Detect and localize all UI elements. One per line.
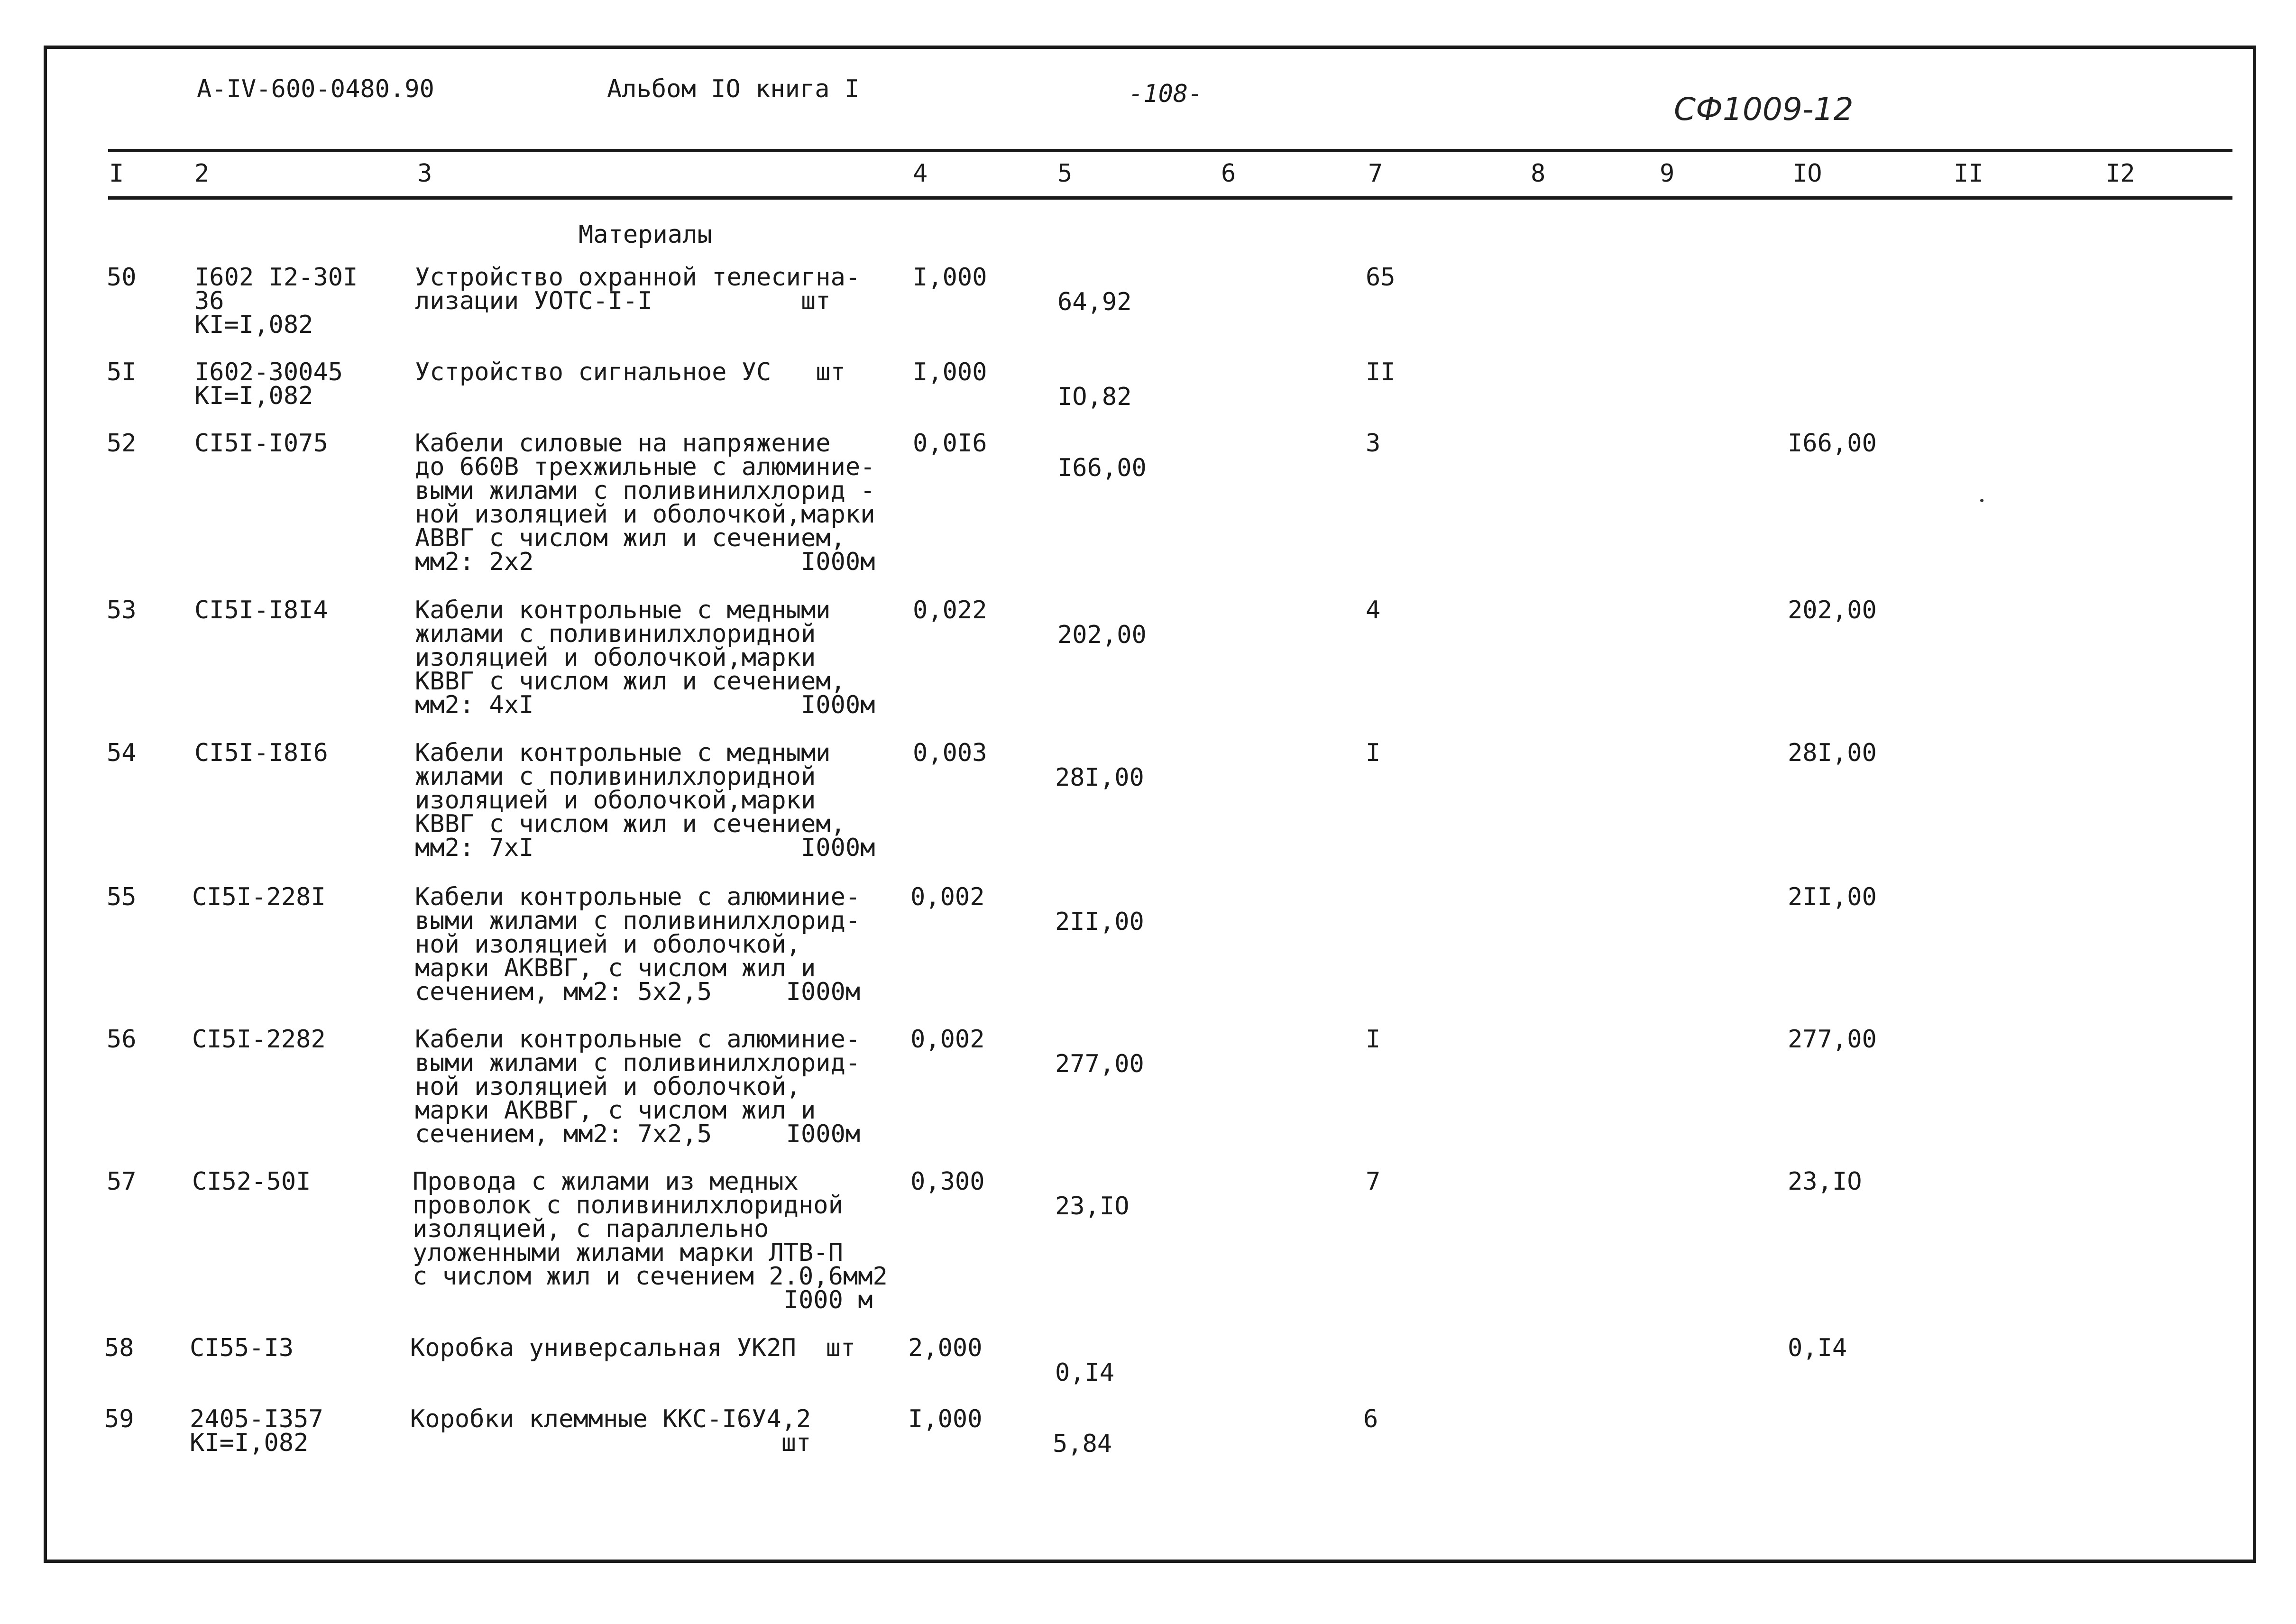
row-code: CI55-I3 xyxy=(190,1334,294,1362)
row-number: 56 xyxy=(107,1025,137,1054)
row-quantity: 0,002 xyxy=(910,883,985,911)
row-col7: 6 xyxy=(1363,1405,1378,1433)
row-quantity: I,000 xyxy=(908,1405,983,1433)
row-code: CI5I-I075 xyxy=(194,429,328,458)
row-code: CI5I-I8I4 xyxy=(194,596,328,624)
row-description: Кабели контрольные с медными жилами с поливинилхлоридной изоляцией и оболочкой,марки КВВГ с числом жил и сечением, мм2: 4xI I000м xyxy=(415,596,875,719)
row-col10: 0,I4 xyxy=(1788,1334,1847,1362)
row-price: 23,IO xyxy=(1055,1192,1130,1220)
row-code: CI5I-228I xyxy=(192,883,326,911)
row-col10: 277,00 xyxy=(1788,1025,1877,1054)
row-number: 55 xyxy=(107,883,137,911)
row-description: Кабели контрольные с медными жилами с поливинилхлоридной изоляцией и оболочкой,марки КВВГ с числом жил и сечением, мм2: 7xI I000м xyxy=(415,739,875,862)
row-quantity: 0,022 xyxy=(913,596,987,624)
col-header-6: 6 xyxy=(1221,159,1236,188)
row-number: 5I xyxy=(107,358,137,386)
col-header-12: I2 xyxy=(2105,159,2135,188)
row-col7: 65 xyxy=(1366,263,1396,292)
col-header-2: 2 xyxy=(194,159,210,188)
row-col10: I66,00 xyxy=(1788,429,1877,458)
row-quantity: I,000 xyxy=(913,263,987,292)
row-col10: 23,IO xyxy=(1788,1167,1862,1196)
row-description: Кабели контрольные с алюминие- выми жилами с поливинилхлорид- ной изоляцией и оболочкой, марки АКВВГ, с числом жил и сечением, мм2: 5x2,5 I000м xyxy=(415,883,861,1006)
row-description: Устройство сигнальное УС шт xyxy=(415,358,845,386)
row-quantity: I,000 xyxy=(913,358,987,386)
row-code: CI52-50I xyxy=(192,1167,311,1196)
row-col7: II xyxy=(1366,358,1396,386)
header-rule-bottom xyxy=(108,196,2232,200)
row-price: 64,92 xyxy=(1057,288,1132,316)
row-quantity: 0,300 xyxy=(910,1167,985,1196)
col-header-11: II xyxy=(1954,159,1984,188)
col-header-7: 7 xyxy=(1368,159,1383,188)
row-col10: 28I,00 xyxy=(1788,739,1877,767)
album-label: Альбом IO книга I xyxy=(607,75,860,103)
row-code: 2405-I357 KI=I,082 xyxy=(190,1405,323,1457)
row-description: Устройство охранной телесигна- лизации УОТС-I-I шт xyxy=(415,263,861,315)
header-rule-top xyxy=(108,149,2232,152)
handwritten-stamp: СФ1009-12 xyxy=(1674,91,1854,128)
row-price: IO,82 xyxy=(1057,383,1132,411)
row-number: 57 xyxy=(107,1167,137,1196)
row-description: Коробка универсальная УК2П шт xyxy=(410,1334,856,1362)
row-number: 54 xyxy=(107,739,137,767)
row-price: I66,00 xyxy=(1057,454,1147,482)
row-quantity: 0,003 xyxy=(913,739,987,767)
row-number: 59 xyxy=(104,1405,134,1433)
col-header-8: 8 xyxy=(1531,159,1546,188)
row-description: Провода с жилами из медных проволок с поливинилхлоридной изоляцией, с параллельно уложенными жилами марки ЛТВ-П с числом жил и сечением 2.0,6мм2 I000 м xyxy=(413,1167,888,1314)
row-col7: I xyxy=(1366,1025,1381,1054)
row-number: 58 xyxy=(104,1334,134,1362)
document-code: А-IV-600-0480.90 xyxy=(197,75,434,103)
col-header-3: 3 xyxy=(417,159,432,188)
row-code: I602-30045 KI=I,082 xyxy=(194,358,343,410)
section-title: Материалы xyxy=(579,220,712,249)
row-price: 277,00 xyxy=(1055,1050,1144,1078)
row-col7: 7 xyxy=(1366,1167,1381,1196)
row-price: 0,I4 xyxy=(1055,1358,1115,1387)
row-col10: 202,00 xyxy=(1788,596,1877,624)
row-col7: 4 xyxy=(1366,596,1381,624)
row-col7: I xyxy=(1366,739,1381,767)
col-header-9: 9 xyxy=(1660,159,1675,188)
row-description: Кабели контрольные с алюминие- выми жилами с поливинилхлорид- ной изоляцией и оболочкой, марки АКВВГ, с числом жил и сечением, мм2: 7x2,5 I000м xyxy=(415,1025,861,1148)
row-description: Коробки клеммные ККС-I6У4,2 шт xyxy=(410,1405,811,1457)
row-code: I602 I2-30I 36 KI=I,082 xyxy=(194,263,358,339)
col-header-10: IO xyxy=(1792,159,1822,188)
row-price: 202,00 xyxy=(1057,621,1147,649)
document-frame xyxy=(44,46,2256,1563)
ink-speck xyxy=(1980,499,1984,502)
row-col10: 2II,00 xyxy=(1788,883,1877,911)
row-quantity: 0,002 xyxy=(910,1025,985,1054)
col-header-1: I xyxy=(109,159,124,188)
row-quantity: 2,000 xyxy=(908,1334,983,1362)
row-price: 2II,00 xyxy=(1055,908,1144,936)
row-description: Кабели силовые на напряжение до 660В трехжильные с алюминие- выми жилами с поливинилхлорид - ной изоляцией и оболочкой,марки АВВГ с числом жил и сечением, мм2: 2x2 I000м xyxy=(415,429,875,576)
row-quantity: 0,0I6 xyxy=(913,429,987,458)
row-number: 50 xyxy=(107,263,137,292)
row-code: CI5I-I8I6 xyxy=(194,739,328,767)
row-code: CI5I-2282 xyxy=(192,1025,326,1054)
row-col7: 3 xyxy=(1366,429,1381,458)
row-number: 52 xyxy=(107,429,137,458)
row-price: 5,84 xyxy=(1053,1430,1112,1458)
row-price: 28I,00 xyxy=(1055,763,1144,792)
col-header-4: 4 xyxy=(913,159,928,188)
page-number: -108- xyxy=(1129,80,1203,108)
row-number: 53 xyxy=(107,596,137,624)
col-header-5: 5 xyxy=(1057,159,1073,188)
